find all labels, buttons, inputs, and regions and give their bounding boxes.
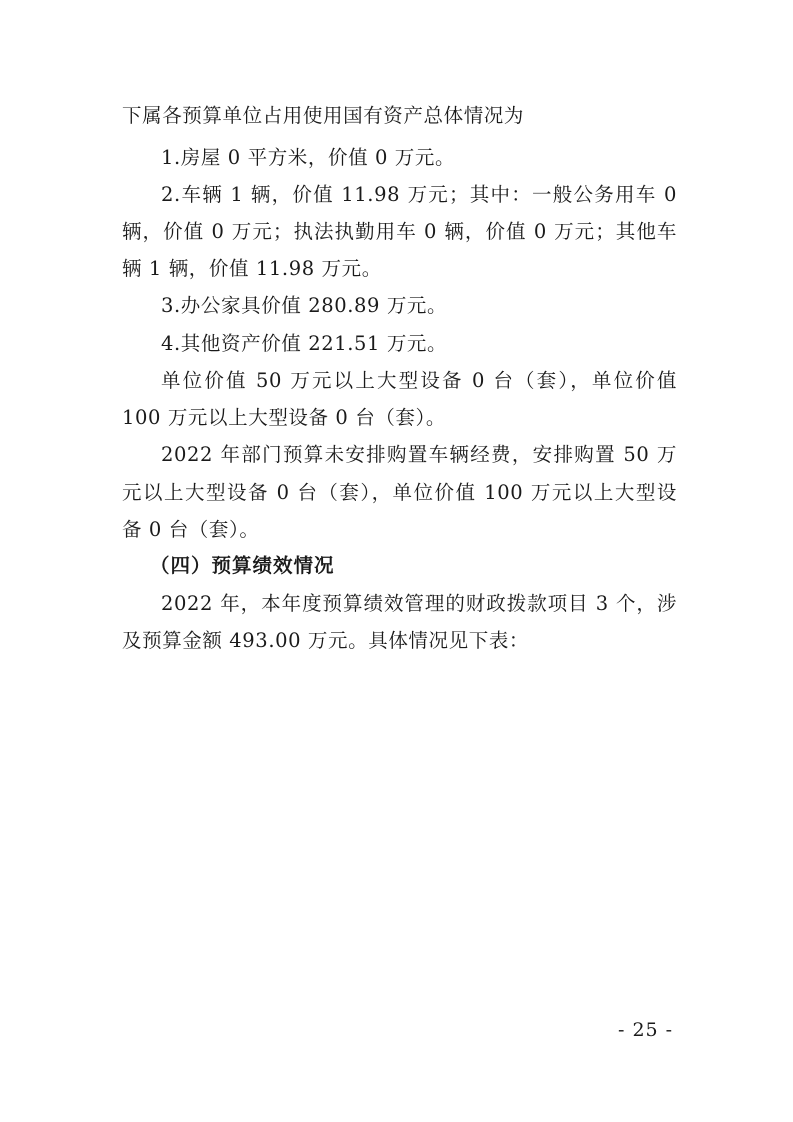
body-text-line: 100 万元以上大型设备 0 台（套）。	[122, 406, 446, 429]
body-text-line: 元以上大型设备 0 台（套），单位价值 100 万元以上大型设	[122, 481, 677, 504]
list-item-other-assets: 4.其他资产价值 221.51 万元。	[161, 332, 448, 355]
body-text-line: 单位价值 50 万元以上大型设备 0 台（套），单位价值	[161, 369, 677, 392]
body-text-line: 及预算金额 493.00 万元。具体情况见下表：	[122, 629, 530, 652]
section-heading: （四）预算绩效情况	[150, 554, 335, 577]
list-item-vehicles: 2.车辆 1 辆，价值 11.98 万元；其中：一般公务用车 0	[161, 183, 677, 206]
page-number: - 25 -	[618, 1019, 674, 1041]
list-item-housing: 1.房屋 0 平方米，价值 0 万元。	[161, 146, 456, 169]
body-text-line: 辆 1 辆，价值 11.98 万元。	[122, 257, 382, 280]
list-item-furniture: 3.办公家具价值 280.89 万元。	[161, 294, 448, 317]
body-text-line: 备 0 台（套）。	[122, 518, 260, 541]
body-text-line: 下属各预算单位占用使用国有资产总体情况为	[122, 104, 525, 127]
body-text-line: 2022 年部门预算未安排购置车辆经费，安排购置 50 万	[161, 443, 677, 466]
body-text-line: 辆，价值 0 万元；执法执勤用车 0 辆，价值 0 万元；其他车	[122, 220, 677, 243]
body-text-line: 2022 年，本年度预算绩效管理的财政拨款项目 3 个，涉	[161, 592, 677, 615]
